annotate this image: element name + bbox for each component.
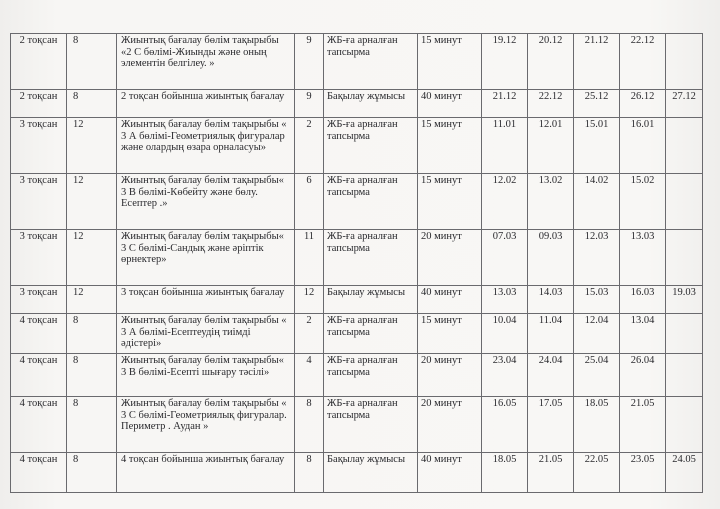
date-cell-3: 14.02 xyxy=(574,174,620,230)
date-cell-3: 25.04 xyxy=(574,354,620,397)
term-cell: 2 тоқсан xyxy=(11,34,67,90)
table-row xyxy=(11,397,703,453)
table-body xyxy=(11,34,703,493)
assessment-form-cell: ЖБ-ға арналған тапсырма xyxy=(324,174,418,230)
date-cell-1: 12.02 xyxy=(482,174,528,230)
date-cell-3: 25.12 xyxy=(574,90,620,118)
hours-cell: 12 xyxy=(67,230,117,286)
topic-cell: Жиынтық бағалау бөлім тақырыбы« 3 В бөлімі-Көбейту және бөлу. Есептер .» xyxy=(117,174,295,230)
term-cell: 2 тоқсан xyxy=(11,90,67,118)
topic-cell: 2 тоқсан бойынша жиынтық бағалау xyxy=(117,90,295,118)
date-cell-3: 12.03 xyxy=(574,230,620,286)
duration-cell: 15 минут xyxy=(418,34,482,90)
hours-cell: 8 xyxy=(67,34,117,90)
assessment-form-cell: ЖБ-ға арналған тапсырма xyxy=(324,34,418,90)
term-cell: 3 тоқсан xyxy=(11,286,67,314)
term-cell: 4 тоқсан xyxy=(11,314,67,354)
table-row xyxy=(11,314,703,354)
duration-cell: 40 минут xyxy=(418,453,482,493)
date-cell-3: 18.05 xyxy=(574,397,620,453)
date-cell-5 xyxy=(666,118,703,174)
term-cell: 3 тоқсан xyxy=(11,174,67,230)
duration-cell: 15 минут xyxy=(418,174,482,230)
date-cell-4: 16.01 xyxy=(620,118,666,174)
date-cell-4: 13.04 xyxy=(620,314,666,354)
topic-cell: 4 тоқсан бойынша жиынтық бағалау xyxy=(117,453,295,493)
topic-cell: Жиынтық бағалау бөлім тақырыбы «2 С бөлімі-Жиынды және оның элементін белгілеу. » xyxy=(117,34,295,90)
date-cell-4: 22.12 xyxy=(620,34,666,90)
hours-cell: 8 xyxy=(67,90,117,118)
task-number-cell: 9 xyxy=(295,34,324,90)
task-number-cell: 8 xyxy=(295,453,324,493)
date-cell-5: 19.03 xyxy=(666,286,703,314)
duration-cell: 40 минут xyxy=(418,90,482,118)
term-cell: 3 тоқсан xyxy=(11,230,67,286)
table-row xyxy=(11,118,703,174)
date-cell-4: 26.04 xyxy=(620,354,666,397)
date-cell-2: 17.05 xyxy=(528,397,574,453)
hours-cell: 12 xyxy=(67,174,117,230)
date-cell-2: 11.04 xyxy=(528,314,574,354)
hours-cell: 8 xyxy=(67,453,117,493)
date-cell-4: 13.03 xyxy=(620,230,666,286)
hours-cell: 12 xyxy=(67,286,117,314)
duration-cell: 15 минут xyxy=(418,118,482,174)
date-cell-3: 21.12 xyxy=(574,34,620,90)
date-cell-4: 16.03 xyxy=(620,286,666,314)
date-cell-3: 15.01 xyxy=(574,118,620,174)
date-cell-2: 13.02 xyxy=(528,174,574,230)
date-cell-3: 12.04 xyxy=(574,314,620,354)
date-cell-1: 19.12 xyxy=(482,34,528,90)
assessment-form-cell: ЖБ-ға арналған тапсырма xyxy=(324,118,418,174)
hours-cell: 8 xyxy=(67,397,117,453)
date-cell-5 xyxy=(666,34,703,90)
date-cell-2: 22.12 xyxy=(528,90,574,118)
date-cell-1: 07.03 xyxy=(482,230,528,286)
topic-cell: Жиынтық бағалау бөлім тақырыбы« 3 С бөлімі-Сандық және әріптік өрнектер» xyxy=(117,230,295,286)
date-cell-5 xyxy=(666,397,703,453)
task-number-cell: 2 xyxy=(295,118,324,174)
assessment-form-cell: Бақылау жұмысы xyxy=(324,286,418,314)
hours-cell: 12 xyxy=(67,118,117,174)
duration-cell: 20 минут xyxy=(418,354,482,397)
topic-cell: Жиынтық бағалау бөлім тақырыбы « 3 А бөлімі-Есептеудің тиімді әдістері» xyxy=(117,314,295,354)
table-row xyxy=(11,453,703,493)
date-cell-3: 15.03 xyxy=(574,286,620,314)
task-number-cell: 11 xyxy=(295,230,324,286)
date-cell-4: 21.05 xyxy=(620,397,666,453)
term-cell: 3 тоқсан xyxy=(11,118,67,174)
assessment-form-cell: ЖБ-ға арналған тапсырма xyxy=(324,314,418,354)
date-cell-1: 18.05 xyxy=(482,453,528,493)
date-cell-1: 16.05 xyxy=(482,397,528,453)
date-cell-3: 22.05 xyxy=(574,453,620,493)
date-cell-2: 09.03 xyxy=(528,230,574,286)
date-cell-2: 14.03 xyxy=(528,286,574,314)
topic-cell: 3 тоқсан бойынша жиынтық бағалау xyxy=(117,286,295,314)
date-cell-4: 15.02 xyxy=(620,174,666,230)
date-cell-1: 10.04 xyxy=(482,314,528,354)
date-cell-5: 24.05 xyxy=(666,453,703,493)
task-number-cell: 4 xyxy=(295,354,324,397)
date-cell-2: 21.05 xyxy=(528,453,574,493)
assessment-schedule-table xyxy=(10,33,703,493)
date-cell-5 xyxy=(666,174,703,230)
date-cell-2: 24.04 xyxy=(528,354,574,397)
task-number-cell: 12 xyxy=(295,286,324,314)
task-number-cell: 8 xyxy=(295,397,324,453)
table-row xyxy=(11,354,703,397)
duration-cell: 20 минут xyxy=(418,230,482,286)
date-cell-1: 11.01 xyxy=(482,118,528,174)
topic-cell: Жиынтық бағалау бөлім тақырыбы « 3 С бөлімі-Геометриялық фигуралар. Периметр . Аудан » xyxy=(117,397,295,453)
topic-cell: Жиынтық бағалау бөлім тақырыбы« 3 В бөлімі-Есепті шығару тәсілі» xyxy=(117,354,295,397)
date-cell-5 xyxy=(666,354,703,397)
hours-cell: 8 xyxy=(67,354,117,397)
task-number-cell: 2 xyxy=(295,314,324,354)
date-cell-1: 13.03 xyxy=(482,286,528,314)
table-row xyxy=(11,90,703,118)
term-cell: 4 тоқсан xyxy=(11,354,67,397)
assessment-form-cell: ЖБ-ға арналған тапсырма xyxy=(324,354,418,397)
table-row xyxy=(11,286,703,314)
date-cell-1: 21.12 xyxy=(482,90,528,118)
table-row xyxy=(11,230,703,286)
table-row xyxy=(11,34,703,90)
date-cell-4: 23.05 xyxy=(620,453,666,493)
table-row xyxy=(11,174,703,230)
task-number-cell: 9 xyxy=(295,90,324,118)
date-cell-5: 27.12 xyxy=(666,90,703,118)
date-cell-1: 23.04 xyxy=(482,354,528,397)
assessment-form-cell: ЖБ-ға арналған тапсырма xyxy=(324,397,418,453)
term-cell: 4 тоқсан xyxy=(11,453,67,493)
hours-cell: 8 xyxy=(67,314,117,354)
date-cell-5 xyxy=(666,314,703,354)
date-cell-4: 26.12 xyxy=(620,90,666,118)
assessment-form-cell: ЖБ-ға арналған тапсырма xyxy=(324,230,418,286)
term-cell: 4 тоқсан xyxy=(11,397,67,453)
topic-cell: Жиынтық бағалау бөлім тақырыбы « 3 А бөлімі-Геометриялық фигуралар және олардың өзара орналасуы» xyxy=(117,118,295,174)
date-cell-2: 12.01 xyxy=(528,118,574,174)
assessment-form-cell: Бақылау жұмысы xyxy=(324,90,418,118)
duration-cell: 15 минут xyxy=(418,314,482,354)
assessment-form-cell: Бақылау жұмысы xyxy=(324,453,418,493)
task-number-cell: 6 xyxy=(295,174,324,230)
date-cell-5 xyxy=(666,230,703,286)
duration-cell: 20 минут xyxy=(418,397,482,453)
date-cell-2: 20.12 xyxy=(528,34,574,90)
duration-cell: 40 минут xyxy=(418,286,482,314)
